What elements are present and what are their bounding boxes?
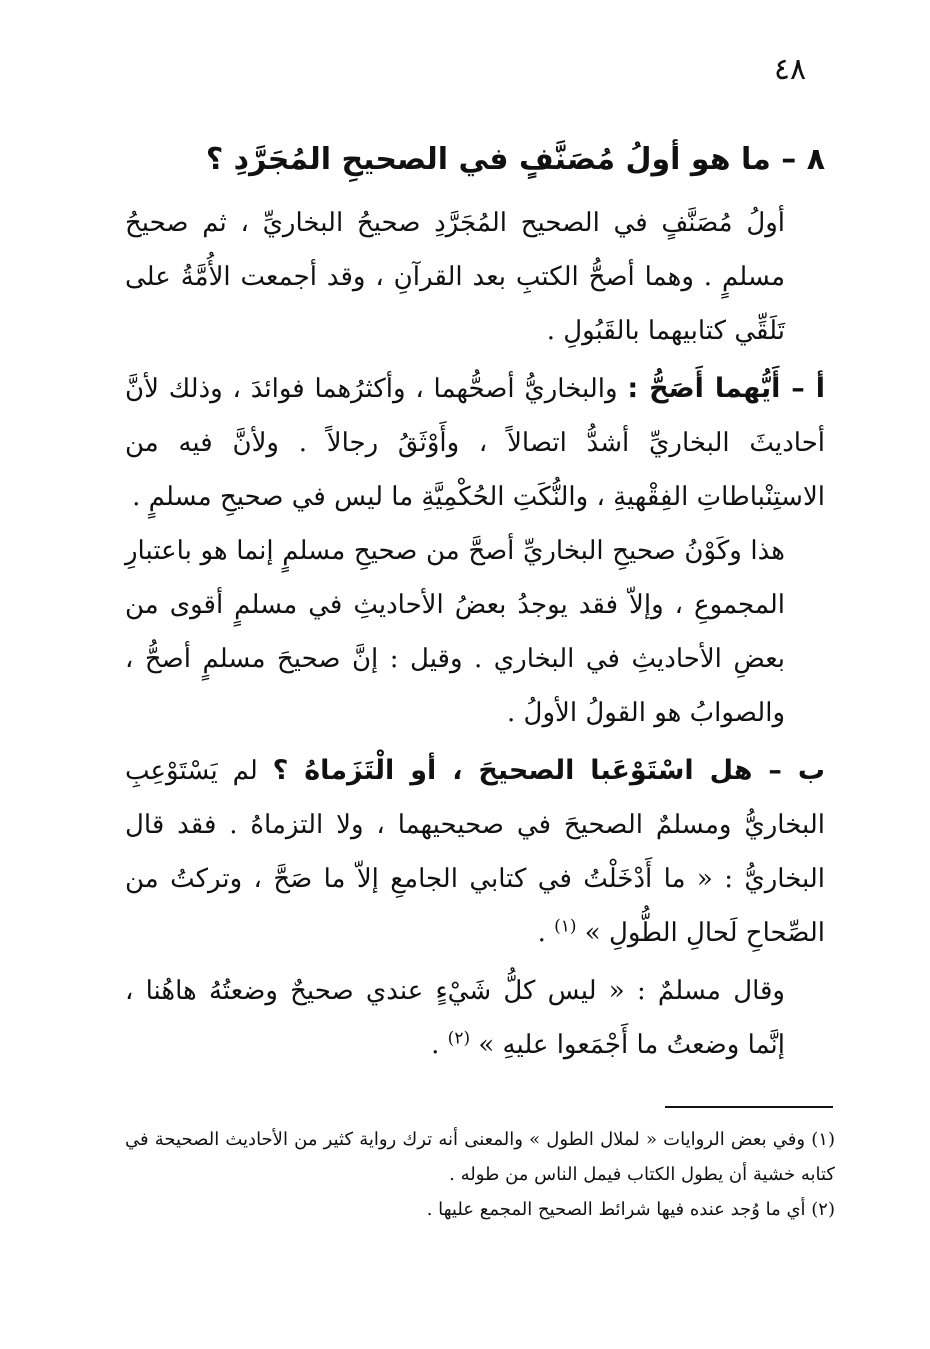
item-b-text-2: وقال مسلمٌ : « ليس كلُّ شَيْءٍ عندي صحيحٌ وضعتُهُ هاهُنا ، إنَّما وضعتُ ما أَجْمَعوا عليهِ » [125,976,785,1060]
footnote-2: (٢) أي ما وُجد عنده فيها شرائط الصحيح المجمع عليها . [426,1199,835,1220]
item-a-paragraph [125,362,825,524]
page-number: ٤٨ [773,52,807,87]
item-b-text-2-end: . [431,1030,448,1060]
item-b-text-end: . [537,918,555,948]
section-heading: ٨ – ما هو أولُ مُصَنَّفٍ في الصحيحِ المُجَرَّدِ ؟ [205,142,825,177]
item-b-paragraph-2 [125,964,825,1072]
footnote-1: (١) وفي بعض الروايات « لملال الطول » والمعنى أنه ترك رواية كثير من الأحاديث الصحيحة في كتابه خشية أن يطول الكتاب فيمل الناس من طوله . [125,1129,835,1185]
item-b-paragraph [125,744,825,960]
footnote-divider [665,1106,833,1108]
item-a-text: والبخاريُّ أصحُّهما ، وأكثرُهما فوائدَ ، وذلك لأنَّ أحاديثَ البخاريِّ أشدُّ اتصالاً ، وأَوْثَقُ رجالاً . ولأنَّ فيه من الاستِنْباطاتِ الفِقْهيةِ ، والنُّكَتِ الحُكْمِيَّةِ ما ليس في صحيحِ مسلمٍ . [125,374,825,512]
intro-paragraph: أولُ مُصَنَّفٍ في الصحيح المُجَرَّدِ صحيحُ البخاريِّ ، ثم صحيحُ مسلمٍ . وهما أصحُّ الكتبِ بعد القرآنِ ، وقد أجمعت الأُمَّةُ على تَلَقِّي كتابيهما بالقَبُولِ . [125,208,785,346]
footnotes [125,1122,835,1227]
item-a-label: أ – أَيُّهما أَصَحُّ : [627,373,825,404]
main-text [125,132,825,1072]
footnote-ref-1: (١) [554,916,577,937]
footnote-ref-2: (٢) [447,1028,471,1049]
item-a-paragraph-2: هذا وكَوْنُ صحيحِ البخاريِّ أصحَّ من صحيحِ مسلمٍ إنما هو باعتبارِ المجموعِ ، وإلاّ فقد يوجدُ بعضُ الأحاديثِ في مسلمٍ أقوى من بعضِ الأحاديثِ في البخاري . وقيل : إنَّ صحيحَ مسلمٍ أصحُّ ، والصوابُ هو القولُ الأولُ . [125,536,785,728]
item-b-label: ب – هل اسْتَوْعَبا الصحيحَ ، أو الْتَزَماهُ ؟ [272,755,825,786]
item-b-text: لم يَسْتَوْعِبِ البخاريُّ ومسلمٌ الصحيحَ في صحيحيهما ، ولا التزماهُ . فقد قال البخاريُّ : « ما أَدْخَلْتُ في كتابي الجامعِ إلاّ ما صَحَّ ، وتركتُ من الصِّحاحِ لَحالِ الطُّولِ » [125,756,825,948]
